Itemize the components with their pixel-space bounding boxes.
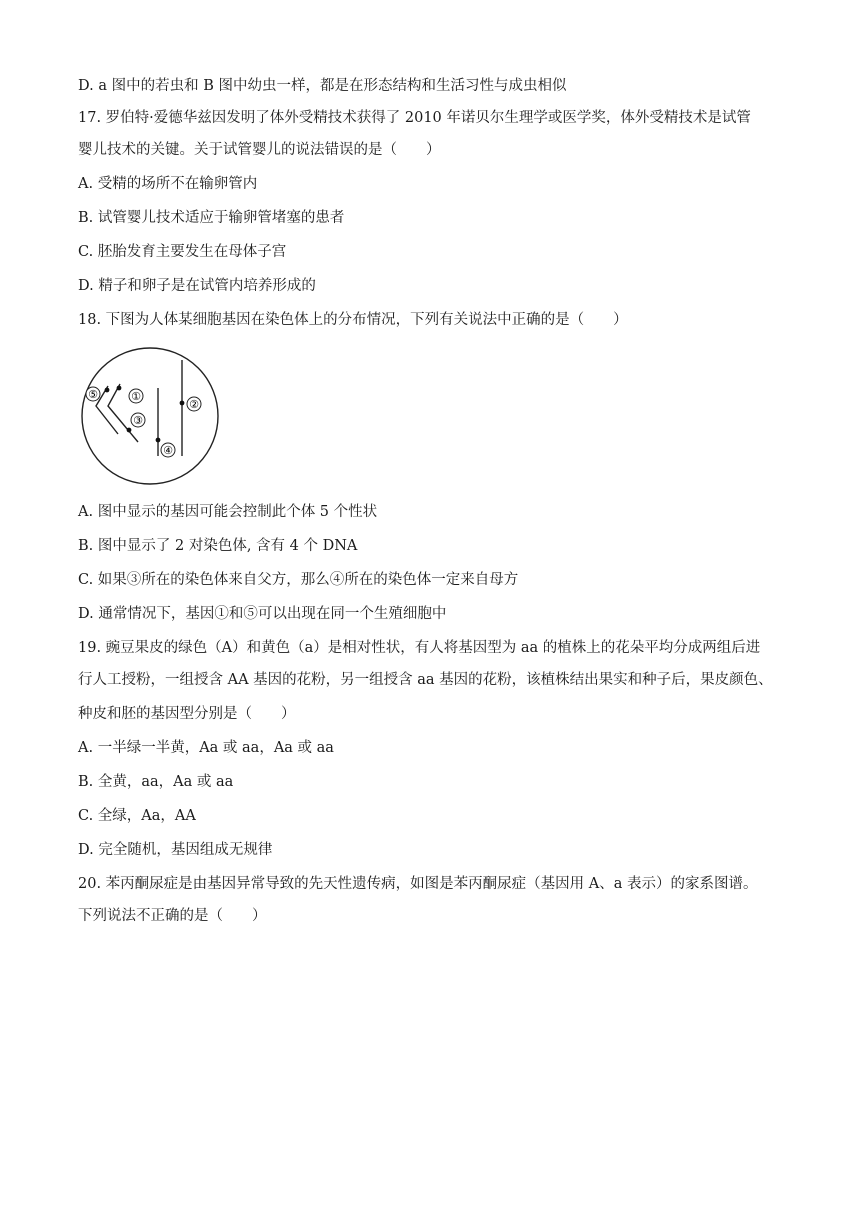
gene-dot-3 <box>127 428 132 433</box>
q17-stem-line1: 17. 罗伯特·爱德华兹因发明了体外受精技术获得了 2010 年诺贝尔生理学或医学奖，体外受精技术是试管 <box>78 110 751 126</box>
q17-option-a: A. 受精的场所不在输卵管内 <box>78 176 258 192</box>
q18-option-b: B. 图中显示了 2 对染色体, 含有 4 个 DNA <box>78 538 358 554</box>
q20-stem-line1: 20. 苯丙酮尿症是由基因异常导致的先天性遗传病，如图是苯丙酮尿症（基因用 A、a 表示）的家系图谱。 <box>78 876 758 892</box>
q18-option-a: A. 图中显示的基因可能会控制此个体 5 个性状 <box>78 504 378 520</box>
label-gene-2: ② <box>189 398 199 411</box>
q17-option-b: B. 试管婴儿技术适应于输卵管堵塞的患者 <box>78 210 345 226</box>
q20-stem-line2: 下列说法不正确的是（ ） <box>78 908 267 924</box>
gene-dot-5 <box>105 388 110 393</box>
label-gene-5: ⑤ <box>88 388 98 401</box>
cell-outline <box>82 348 218 484</box>
q19-stem-line1: 19. 豌豆果皮的绿色（A）和黄色（a）是相对性状，有人将基因型为 aa 的植株上的花朵平均分成两组后进 <box>78 640 761 656</box>
chromosome-diagram <box>78 346 226 486</box>
q17-option-c: C. 胚胎发育主要发生在母体子宫 <box>78 244 287 260</box>
q17-stem-line2: 婴儿技术的关键。关于试管婴儿的说法错误的是（ ） <box>78 142 441 158</box>
q19-option-b: B. 全黄，aa，Aa 或 aa <box>78 774 234 790</box>
q19-stem-line3: 种皮和胚的基因型分别是（ ） <box>78 706 296 722</box>
label-gene-3: ③ <box>133 414 143 427</box>
q18-stem: 18. 下图为人体某细胞基因在染色体上的分布情况，下列有关说法中正确的是（ ） <box>78 312 628 328</box>
gene-dot-1 <box>117 386 122 391</box>
q18-option-d: D. 通常情况下，基因①和⑤可以出现在同一个生殖细胞中 <box>78 606 447 622</box>
q17-option-d: D. 精子和卵子是在试管内培养形成的 <box>78 278 316 294</box>
label-gene-1: ① <box>131 390 141 403</box>
q16-option-d: D. a 图中的若虫和 B 图中幼虫一样，都是在形态结构和生活习性与成虫相似 <box>78 78 567 94</box>
gene-dot-4 <box>156 438 161 443</box>
gene-dot-2 <box>180 401 185 406</box>
label-gene-4: ④ <box>163 444 173 457</box>
q19-stem-line2: 行人工授粉，一组授含 AA 基因的花粉，另一组授含 aa 基因的花粉，该植株结出果实和种子后，果皮颜色、 <box>78 672 773 688</box>
q18-option-c: C. 如果③所在的染色体来自父方，那么④所在的染色体一定来自母方 <box>78 572 519 588</box>
q19-option-a: A. 一半绿一半黄，Aa 或 aa，Aa 或 aa <box>78 740 334 756</box>
q19-option-c: C. 全绿，Aa，AA <box>78 808 196 824</box>
q19-option-d: D. 完全随机，基因组成无规律 <box>78 842 273 858</box>
